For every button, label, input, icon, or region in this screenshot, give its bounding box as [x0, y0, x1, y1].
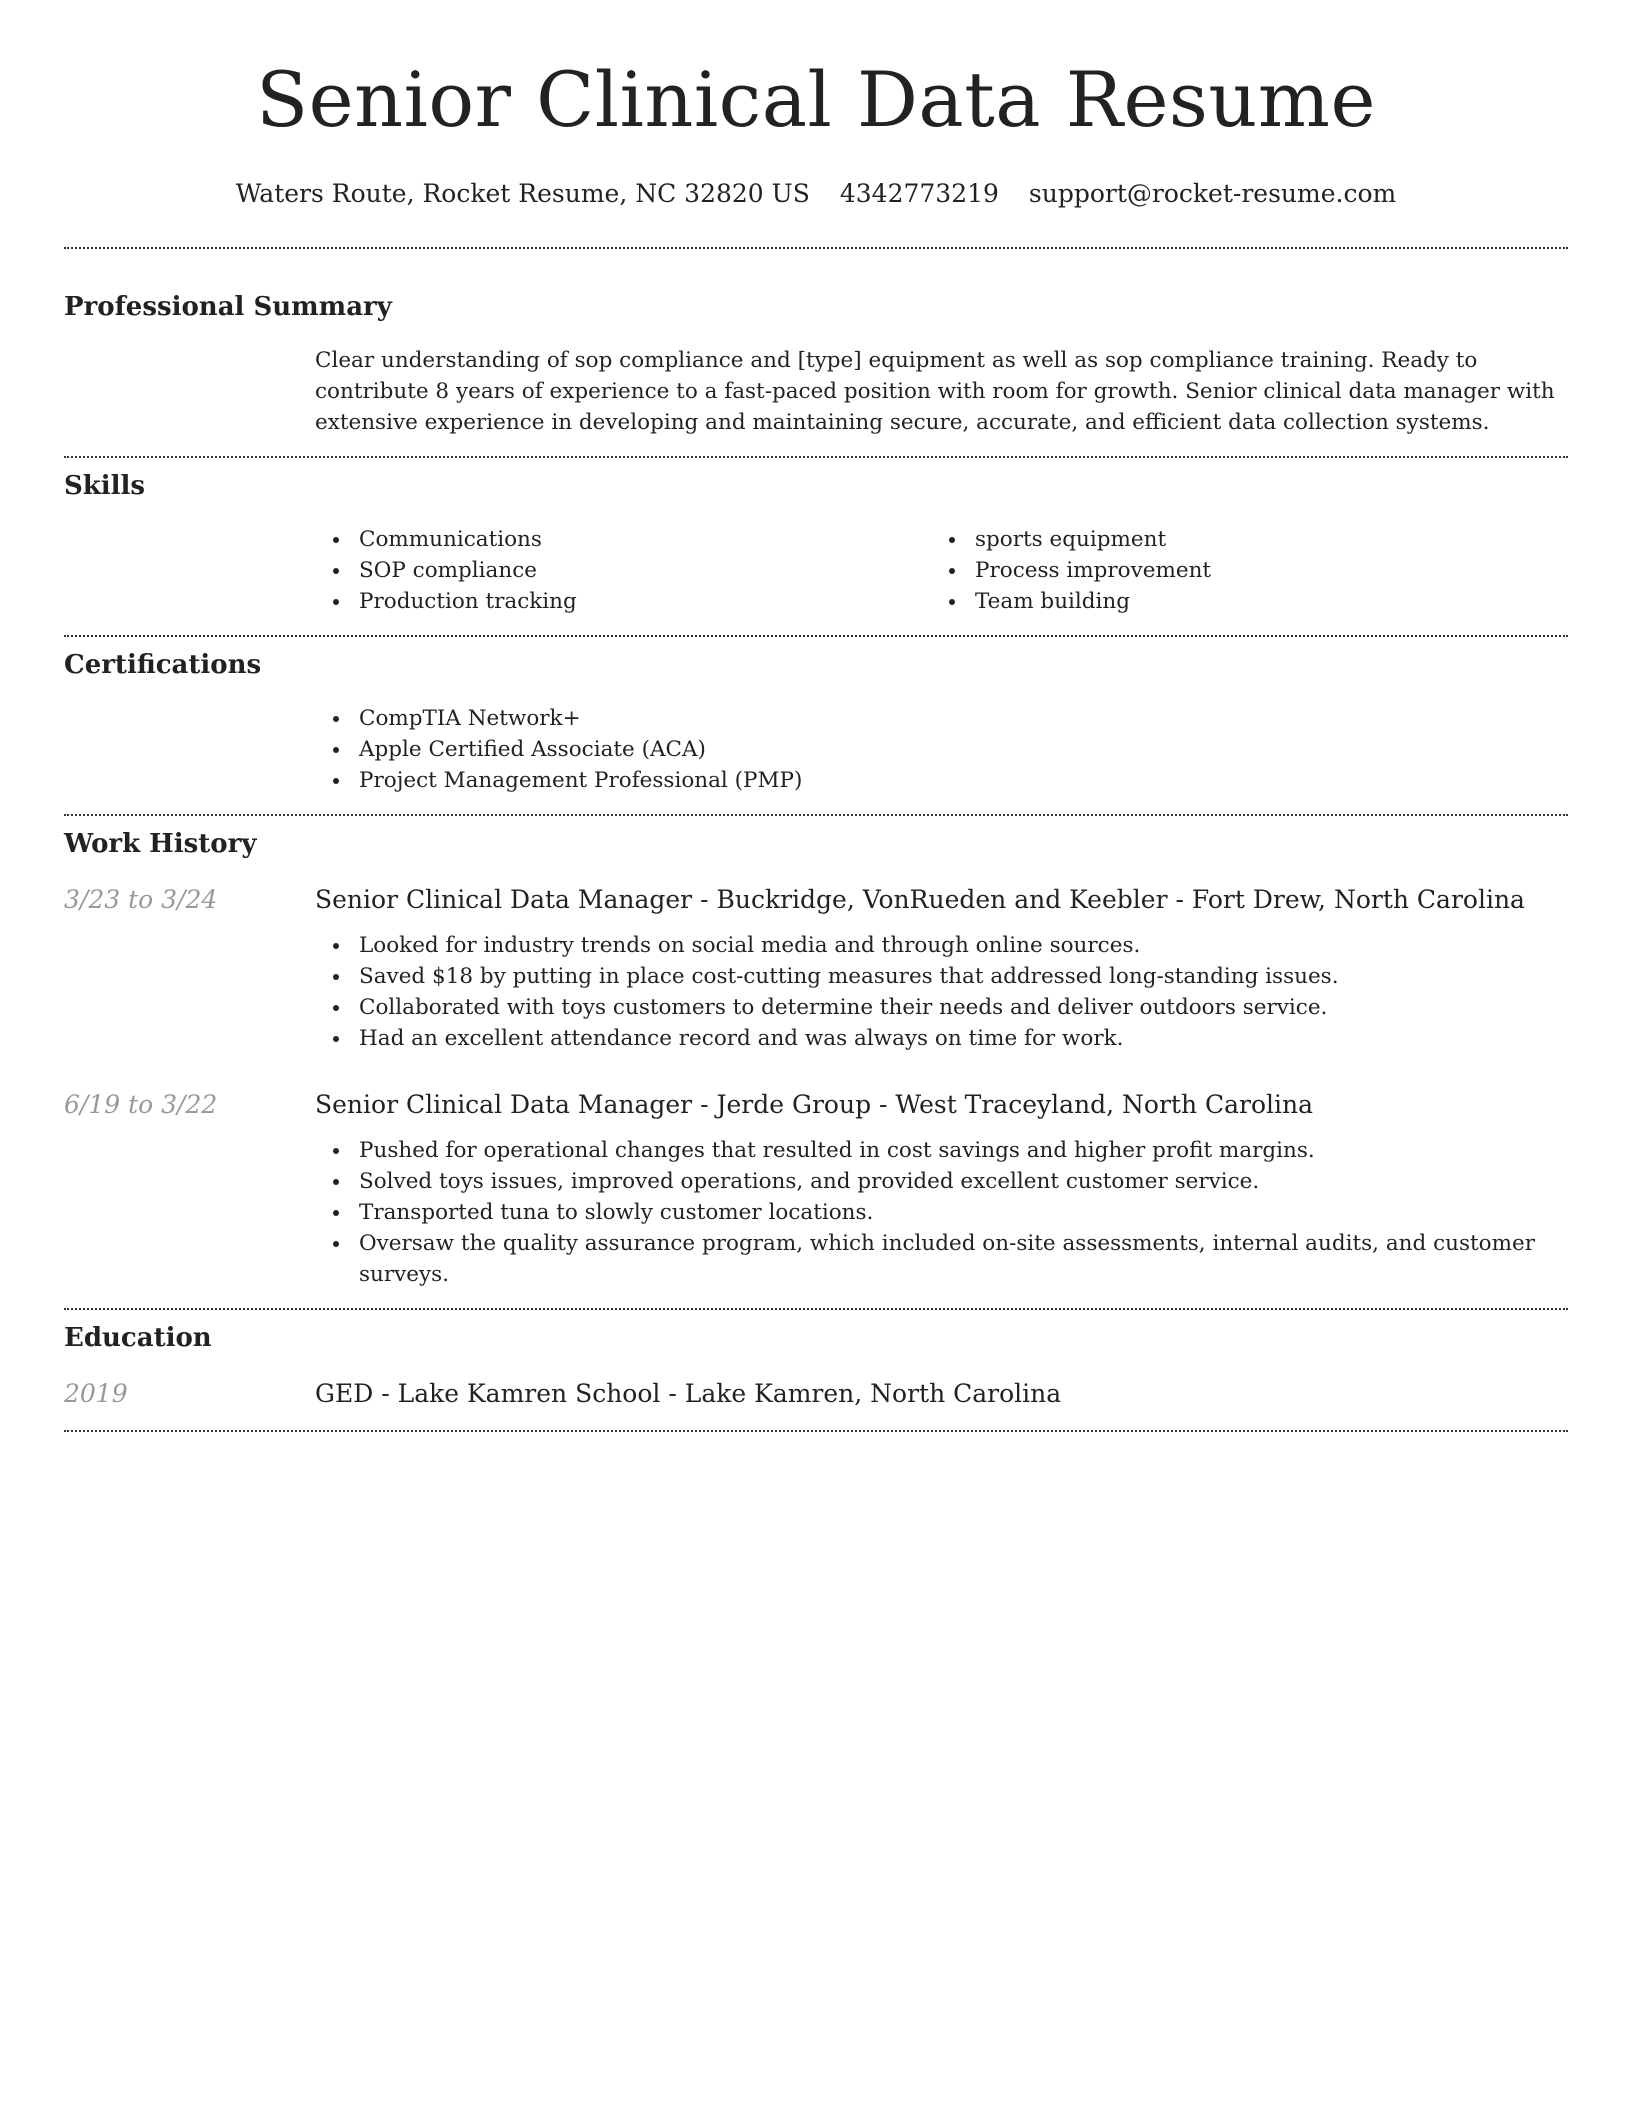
contact-line — [64, 178, 1568, 210]
job-bullet: Solved toys issues, improved operations, and provided excellent customer service. — [359, 1166, 1568, 1197]
job-bullets — [315, 930, 1568, 1054]
job-bullet: Looked for industry trends on social media and through online sources. — [359, 930, 1568, 961]
contact-email: support@rocket-resume.com — [1028, 179, 1397, 208]
section-divider — [64, 635, 1568, 637]
job-entry — [64, 884, 1568, 1054]
skill-item: Production tracking — [359, 586, 931, 617]
certification-item: Project Management Professional (PMP) — [359, 765, 1568, 796]
skills-section — [64, 470, 1568, 617]
skill-item: Communications — [359, 524, 931, 555]
section-divider — [64, 1308, 1568, 1310]
summary-text: Clear understanding of sop compliance and [type] equipment as well as sop compliance training. Ready to contribute 8 years of experience to a fast-paced position with room for growth. Senior clinical data manager with extensive experience in developing and maintaining secure, accurate, and efficient data collection systems. — [315, 348, 1555, 435]
resume-header — [64, 0, 1568, 210]
job-dates: 3/23 to 3/24 — [64, 885, 218, 914]
skills-list-right — [931, 524, 1547, 617]
skill-item: Process improvement — [975, 555, 1547, 586]
job-bullet: Saved $18 by putting in place cost-cutting measures that addressed long-standing issues. — [359, 961, 1568, 992]
job-bullet: Transported tuna to slowly customer locations. — [359, 1197, 1568, 1228]
skills-list-left — [315, 524, 931, 617]
contact-address: Waters Route, Rocket Resume, NC 32820 US — [235, 179, 810, 208]
resume-title: Senior Clinical Data Resume — [256, 55, 1376, 144]
certifications-heading: Certifications — [64, 650, 262, 680]
skill-item: sports equipment — [975, 524, 1547, 555]
skills-heading: Skills — [64, 471, 146, 501]
education-heading: Education — [64, 1323, 212, 1353]
contact-phone: 4342773219 — [839, 179, 999, 208]
certification-item: Apple Certified Associate (ACA) — [359, 734, 1568, 765]
work-history-heading: Work History — [64, 829, 257, 859]
skill-item: SOP compliance — [359, 555, 931, 586]
job-bullets — [315, 1135, 1568, 1290]
summary-section — [64, 291, 1568, 438]
section-divider — [64, 1430, 1568, 1432]
certification-item: CompTIA Network+ — [359, 703, 1568, 734]
education-detail: GED - Lake Kamren School - Lake Kamren, North Carolina — [315, 1379, 1062, 1408]
section-divider — [64, 814, 1568, 816]
job-bullet: Pushed for operational changes that resulted in cost savings and higher profit margins. — [359, 1135, 1568, 1166]
section-divider — [64, 456, 1568, 458]
certifications-section — [64, 649, 1568, 796]
job-bullet: Had an excellent attendance record and was always on time for work. — [359, 1023, 1568, 1054]
job-bullet: Collaborated with toys customers to determine their needs and deliver outdoors service. — [359, 992, 1568, 1023]
skill-item: Team building — [975, 586, 1547, 617]
education-year: 2019 — [64, 1379, 128, 1408]
resume-page — [64, 0, 1568, 1432]
job-title: Senior Clinical Data Manager - Jerde Group - West Traceyland, North Carolina — [315, 1090, 1314, 1119]
job-dates: 6/19 to 3/22 — [64, 1090, 218, 1119]
certifications-list — [315, 703, 1568, 796]
work-history-section — [64, 828, 1568, 1290]
summary-heading: Professional Summary — [64, 292, 392, 322]
job-bullet: Oversaw the quality assurance program, which included on-site assessments, internal audits, and customer surveys. — [359, 1228, 1568, 1290]
job-entry — [64, 1089, 1568, 1290]
education-section — [64, 1322, 1568, 1410]
section-divider — [64, 247, 1568, 249]
job-title: Senior Clinical Data Manager - Buckridge, VonRueden and Keebler - Fort Drew, North Carolina — [315, 885, 1525, 914]
education-entry — [64, 1378, 1568, 1410]
